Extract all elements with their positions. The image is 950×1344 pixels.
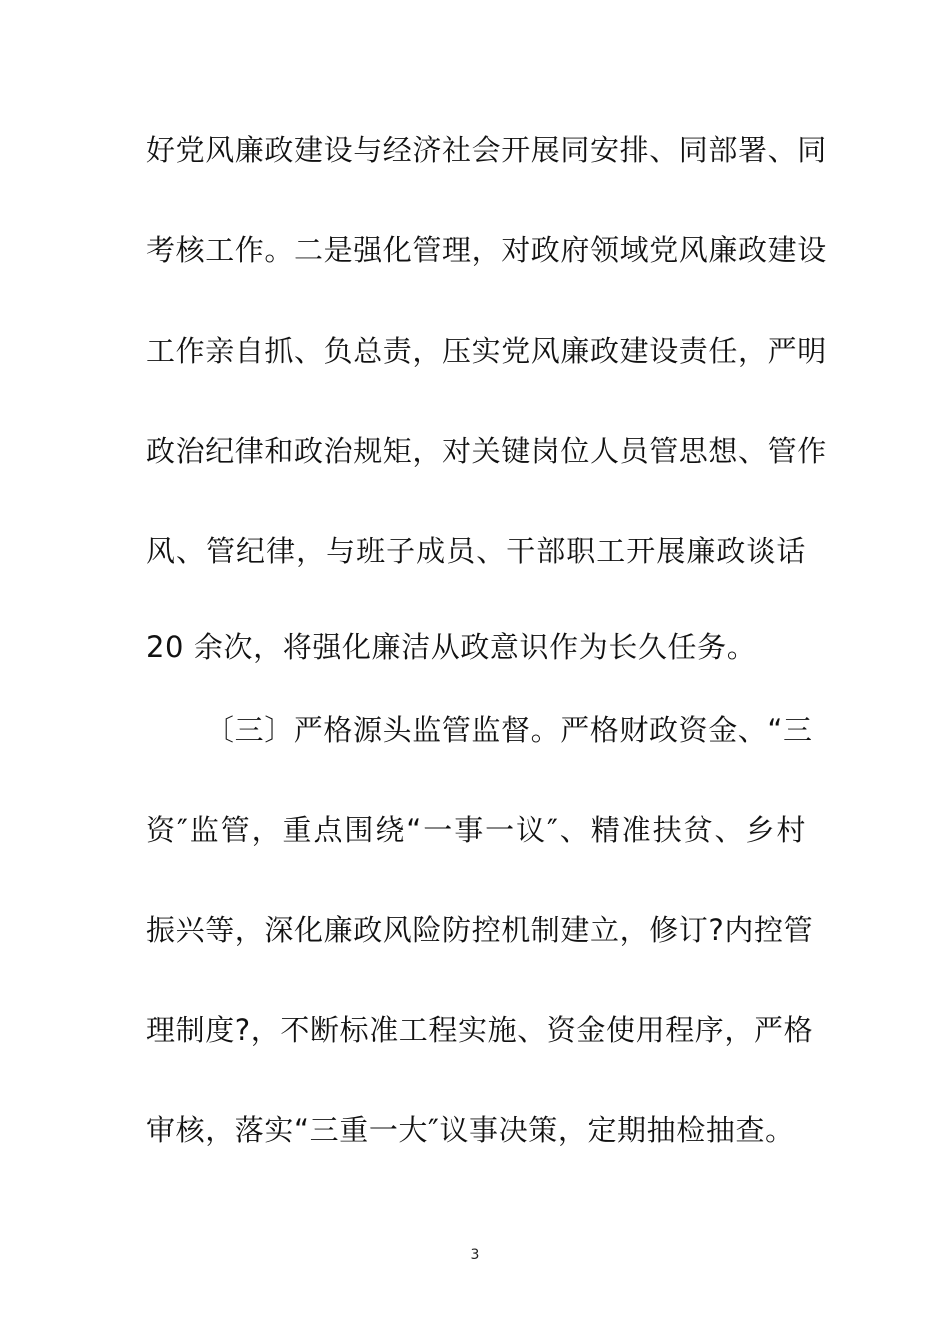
body-text-line: 政治纪律和政治规矩，对关键岗位人员管思想、管作	[146, 434, 827, 468]
body-text-line: 振兴等，深化廉政风险防控机制建立，修订?内控管	[146, 913, 814, 947]
body-text-line: 资″监管，重点围绕“一事一议″、精准扶贫、乡村	[146, 813, 806, 847]
body-text-line: 20 余次，将强化廉洁从政意识作为长久任务。	[146, 630, 757, 664]
body-text-line: 好党风廉政建设与经济社会开展同安排、同部署、同	[146, 133, 827, 167]
section-heading-line: 〔三〕严格源头监管监督。严格财政资金、“三	[205, 713, 813, 747]
body-text-line: 审核，落实“三重一大″议事决策，定期抽检抽查。	[146, 1113, 795, 1147]
page-number: 3	[470, 1247, 480, 1263]
body-text-line: 风、管纪律，与班子成员、干部职工开展廉政谈话	[146, 534, 806, 568]
body-text-line: 工作亲自抓、负总责，压实党风廉政建设责任，严明	[146, 334, 827, 368]
body-text-line: 考核工作。二是强化管理，对政府领域党风廉政建设	[146, 233, 827, 267]
body-text-line: 理制度?，不断标准工程实施、资金使用程序，严格	[146, 1013, 814, 1047]
